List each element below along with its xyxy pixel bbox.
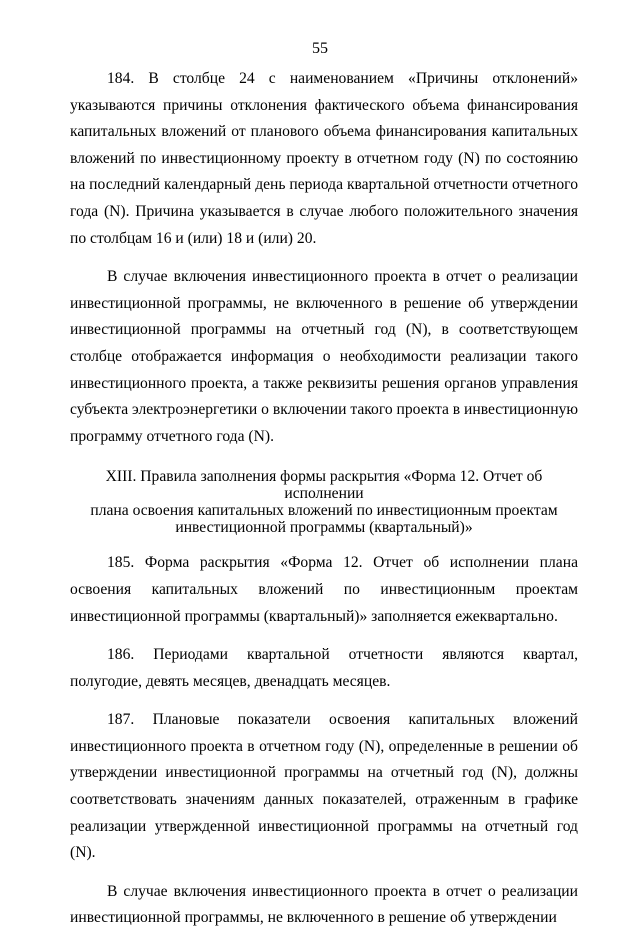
paragraph-185: 185. Форма раскрытия «Форма 12. Отчет об исполнении плана освоения капитальных вложений по инвестиционным проектам инвестиционной программы (квартальный)» заполняется ежеквартально. [70, 554, 578, 625]
paragraph-184: 184. В столбце 24 с наименованием «Причины отклонений» указываются причины отклонения фактического объема финансирования капитальных вложений от планового объема финансирования капитальных вложений по инвестиционному проекту в отчетном году (N) по состоянию на последний календарный день периода квартальной отчетности отчетного года (N). Причина указывается в случае любого положительного значения по столбцам 16 и (или) 18 и (или) 20. [70, 70, 578, 247]
document-body [70, 66, 578, 932]
page-number: 55 [312, 40, 328, 57]
paragraph-187-continuation: В случае включения инвестиционного проекта в отчет о реализации инвестиционной программы, не включенного в решение об утверждении [70, 882, 578, 927]
section-heading-line: плана освоения капитальных вложений по инвестиционным проектам [90, 502, 558, 520]
paragraph-186: 186. Периодами квартальной отчетности являются квартал, полугодие, девять месяцев, двенадцать месяцев. [70, 646, 578, 690]
paragraph-184-continuation: В случае включения инвестиционного проекта в отчет о реализации инвестиционной программы, не включенного в решение об утверждении инвестиционной программы на отчетный год (N), в соответствующем столбце отображается информация о необходимости реализации такого инвестиционного проекта, а также реквизиты решения органов управления субъекта электроэнергетики о включении такого проекта в инвестиционную программу отчетного года (N). [70, 268, 579, 445]
section-heading-xiii [70, 468, 578, 536]
section-heading-line: XIII. Правила заполнения формы раскрытия «Форма 12. Отчет об исполнении [105, 468, 543, 503]
paragraph-187: 187. Плановые показатели освоения капитальных вложений инвестиционного проекта в отчетном году (N), определенные в решении об утверждении инвестиционной программы на отчетный год (N), должны соответствовать значениям данных показателей, отраженным в графике реализации утвержденной инвестиционной программы на отчетный год (N). [70, 711, 578, 862]
section-heading-line: инвестиционной программы (квартальный)» [175, 519, 473, 537]
